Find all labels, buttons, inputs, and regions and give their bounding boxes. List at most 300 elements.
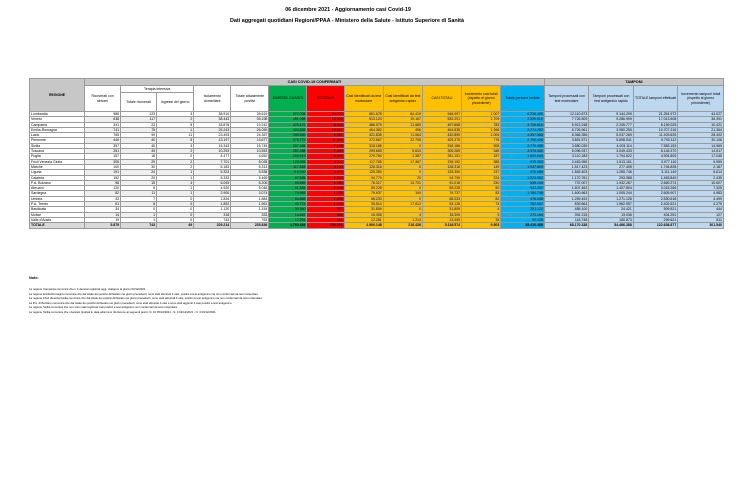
cell-tot-positivi: 5.465 [231,175,269,180]
cell-tot-positivi: 5.313 [231,164,269,169]
cell-tamponi-totali: 299.621 [633,217,677,222]
cell-deceduti: 11.906 [307,138,344,143]
cell-incremento: 348 [462,149,501,154]
cell-casi-totali: 432.899 [422,133,461,138]
cell-tamponi-molecolare: 5.096.937 [544,149,588,154]
cell-isolamento: 25.243 [194,127,231,132]
cell-ti-totale: 99 [121,133,157,138]
cell-incremento: 505 [462,143,501,148]
cell-deceduti: 4.472 [307,170,344,175]
cell-tamponi-molecolare: 1.517.423 [544,164,588,169]
cell-casi-totali: 318.186 [422,143,461,148]
cell-ti-totale: 40 [121,138,157,143]
cell-tamponi-molecolare: 68.170.338 [544,223,588,228]
cell-casi-molecolare: 117.785 [344,159,383,164]
cell-region: Lombardia [30,112,85,117]
cell-ti-totale: 45 [121,143,157,148]
cell-casi-totali: 94.799 [422,175,461,180]
cell-incremento-tamponi: 10.421 [678,122,724,127]
cell-persone-testate: 251.122 [501,207,545,212]
cell-tamponi-totali: 4.904.805 [633,154,677,159]
cell-casi-molecolare: 318.186 [344,143,383,148]
cell-incremento-tamponi: 21.364 [678,127,724,132]
cell-ti-totale: 8 [121,202,157,207]
cell-isolamento: 5.183 [194,164,231,169]
cell-tamponi-molecolare: 737.007 [544,180,588,185]
cell-casi-antigenico: 1.387 [383,154,422,159]
cell-incremento-tamponi: 14.969 [678,143,724,148]
header-persone-testate: Totale persone testate [501,86,545,112]
cell-ti-ingressi: 2 [157,149,194,154]
cell-ricoverati: 357 [85,143,121,148]
note-line: La regione Sicilia comunica che non sono stati registrati casi positivi a test antigenico non confermati da test molecolare. [29,305,178,310]
cell-incremento-tamponi: 44.027 [678,112,724,117]
cell-ti-totale: 0 [121,207,157,212]
cell-ti-ingressi: 3 [157,143,194,148]
page-title: 06 dicembre 2021 - Aggiornamento casi Covid-19 [285,7,411,13]
cell-guariti: 399.520 [269,133,307,138]
header-incremento-tamponi: Incremento tamponi totali (rispetto al giorno precedente) [678,86,724,112]
cell-tamponi-molecolare: 839.664 [544,202,588,207]
cell-guariti: 115.340 [269,170,307,175]
cell-isolamento: 4.477 [194,154,231,159]
page-subtitle: Dati aggregati quotidiani Regioni/PPAA - Ministero della Salute - Istituto Superiore di Sanità [230,18,464,24]
cell-tamponi-totali: 7.583.153 [633,143,677,148]
cell-tamponi-totali: 1.794.828 [633,164,677,169]
cell-incremento-tamponi: 444 [678,207,724,212]
cell-guariti: 269.619 [269,154,307,159]
cell-ricoverati: 100 [85,164,121,169]
cell-guariti: 49.773 [269,202,307,207]
cell-deceduti: 12.005 [307,117,344,122]
cell-tamponi-antigenico: 1.271.126 [589,196,633,201]
cell-persone-testate: 943.257 [501,186,545,191]
cell-tamponi-antigenico: 2.245.777 [589,122,633,127]
cell-guariti: 379.772 [269,138,307,143]
header-swabs-group: TAMPONI [544,79,723,86]
cell-guariti: 30.340 [269,207,307,212]
cell-tamponi-molecolare: 1.845.403 [544,170,588,175]
cell-casi-antigenico: 11.064 [383,133,422,138]
cell-ti-ingressi: 11 [157,133,194,138]
cell-region: Molise [30,212,85,217]
cell-ricoverati: 341 [85,122,121,127]
cell-tamponi-molecolare: 5.913.248 [544,122,588,127]
cell-ricoverati: 43 [85,196,121,201]
cell-guariti: 12.251 [269,217,307,222]
cell-tamponi-molecolare: 3.580.039 [544,143,588,148]
cell-guariti: 307.445 [269,143,307,148]
cell-ricoverati: 191 [85,170,121,175]
cell-casi-totali: 5.116.574 [422,223,461,228]
cell-tamponi-totali: 122.636.677 [633,223,677,228]
cell-guariti: 872.008 [269,112,307,117]
cell-tamponi-antigenico: 9.286.999 [589,117,633,122]
cell-guariti: 83.559 [269,180,307,185]
cell-tot-positivi: 4.652 [231,154,269,159]
cell-casi-molecolare: 79.637 [344,191,383,196]
cell-region: Puglia [30,154,85,159]
cell-guariti: 481.068 [269,117,307,122]
cell-region: Liguria [30,170,85,175]
cell-tamponi-antigenico: 13.036 [589,212,633,217]
cell-tamponi-molecolare: 1.607.462 [544,186,588,191]
cell-tamponi-totali: 2.402.621 [633,202,677,207]
cell-ricoverati: 251 [85,149,121,154]
cell-tamponi-molecolare: 1.170.761 [544,175,588,180]
cell-casi-antigenico: 456 [383,127,422,132]
cell-region: Friuli Venezia Giulia [30,159,85,164]
cell-region: Veneto [30,117,85,122]
cell-casi-antigenico: 1.214 [383,217,422,222]
cell-tamponi-totali: 3.977.116 [633,159,677,164]
cell-tamponi-antigenico: 9.144.299 [589,112,633,117]
cell-tot-positivi: 24.357 [231,133,269,138]
cell-persone-testate: 90.128 [501,217,545,222]
cell-tamponi-totali: 2.530.618 [633,196,677,201]
cell-casi-molecolare: 279.784 [344,154,383,159]
cell-tamponi-totali: 9.790.112 [633,138,677,143]
cell-incremento: 247 [462,170,501,175]
cell-incremento-tamponi: 30.106 [678,138,724,143]
cell-casi-antigenico: 5.610 [383,149,422,154]
cell-incremento: 230 [462,180,501,185]
cell-region: Campania [30,122,85,127]
notes-title: Note: [29,276,39,280]
cell-tot-positivi: 763 [231,217,269,222]
cell-persone-testate: 476.246 [501,196,545,201]
cell-ricoverati: 638 [85,117,121,122]
header-isolamento: Isolamento domiciliare [194,86,231,112]
cell-incremento-tamponi: 17.045 [678,154,724,159]
cell-casi-totali: 91.018 [422,180,461,185]
cell-casi-totali: 15.309 [422,212,461,217]
cell-tamponi-antigenico: 277.405 [589,164,633,169]
cell-casi-molecolare: 89.228 [344,186,383,191]
cell-tamponi-totali: 404.251 [633,212,677,217]
cell-region: Toscana [30,149,85,154]
cell-region: Calabria [30,175,85,180]
cell-deceduti: 509 [307,212,344,217]
cell-casi-antigenico: 20 [383,175,422,180]
header-confirmed-group: CASI COVID-19 CONFERMATI [85,79,545,86]
cell-incremento-tamponi: 127 [678,212,724,217]
cell-ti-ingressi: 1 [157,186,194,191]
cell-casi-molecolare: 76.317 [344,180,383,185]
cell-guariti: 74.963 [269,191,307,196]
header-guariti: DIMESSI/ GUARITI [269,86,307,112]
cell-casi-antigenico: 0 [383,164,422,169]
cell-deceduti: 134.291 [307,223,344,228]
cell-guariti: 470.172 [269,122,307,127]
cell-deceduti: 3.160 [307,164,344,169]
header-casi-antigenico: Casi identificati da test antigenico rapido [383,86,422,112]
header-ti-ingressi: Ingressi del giorno [157,93,194,112]
cell-guariti: 424.839 [269,127,307,132]
cell-ricoverati: 440 [85,138,121,143]
cell-deceduti: 9.022 [307,133,344,138]
cell-region: Valle d'Aosta [30,217,85,222]
cell-region: Marche [30,164,85,169]
cell-deceduti: 627 [307,207,344,212]
cell-persone-testate: 3.374.442 [501,149,545,154]
cell-persone-testate: 4.357.353 [501,133,545,138]
cell-ti-totale: 49 [121,149,157,154]
cell-tamponi-molecolare: 7.726.509 [544,117,588,122]
cell-tamponi-molecolare: 6.366.356 [544,133,588,138]
cell-ti-ingressi: 2 [157,117,194,122]
note-line: La regione Sicilia comunica che i decessi riportati in data odierna si riferiscono ai seguenti giorni: N. 10 05/12/2021 - N. 4 04/12/2021 - N. 3 03/12/2021. [29,309,217,314]
cell-ti-ingressi: 1 [157,175,194,180]
cell-ricoverati: 5.879 [85,223,121,228]
cell-tot-positivi: 15.745 [231,143,269,148]
cell-incremento-tamponi: 2.435 [678,175,724,180]
header-casi-totali: CASI TOTALI [422,86,461,112]
cell-tamponi-antigenico: 24.421 [589,207,633,212]
cell-ti-ingressi: 49 [157,223,194,228]
cell-ti-ingressi: 1 [157,191,194,196]
cell-casi-antigenico: 0 [383,170,422,175]
header-ti-totale: Totale ricoverati [121,93,157,112]
cell-ti-ingressi: 1 [157,127,194,132]
cell-tamponi-totali: 509.521 [633,207,677,212]
cell-casi-molecolare: 94.779 [344,175,383,180]
cell-casi-antigenico: 0 [383,143,422,148]
cell-ti-ingressi: 0 [157,212,194,217]
cell-casi-totali: 497.668 [422,122,461,127]
cell-ti-totale: 18 [121,154,157,159]
cell-casi-molecolare: 15.305 [344,212,383,217]
header-tamponi-totali: TOTALE tamponi effettuati [633,86,677,112]
cell-casi-antigenico: 218.426 [383,223,422,228]
cell-incremento: 776 [462,138,501,143]
cell-incremento-tamponi: 14.517 [678,149,724,154]
cell-persone-testate: 270.154 [501,212,545,217]
cell-persone-testate: 975.688 [501,170,545,175]
cell-incremento-tamponi: 811 [678,217,724,222]
cell-ricoverati: 765 [85,133,121,138]
cell-tot-positivi: 333 [231,212,269,217]
cell-ricoverati: 98 [85,180,121,185]
cell-deceduti: 6.900 [307,154,344,159]
cell-ricoverati: 986 [85,112,121,117]
cell-casi-totali: 68.233 [422,196,461,201]
cell-ti-ingressi: 2 [157,159,194,164]
cell-persone-testate: 539.194 [501,180,545,185]
header-tamponi-antigenico: Tamponi processati con test antigenico rapido [589,86,633,112]
cell-ricoverati: 120 [85,186,121,191]
cell-deceduti: 7.430 [307,149,344,154]
cell-incremento-tamponi: 10.607 [678,180,724,185]
cell-guariti: 4.760.454 [269,223,307,228]
cell-deceduti: 1.392 [307,202,344,207]
cell-tamponi-antigenico: 3.980.255 [589,127,633,132]
cell-persone-testate: 2.776.405 [501,143,545,148]
cell-incremento-tamponi: 2.187 [678,164,724,169]
cell-ti-totale: 1 [121,217,157,222]
cell-region: TOTALE [30,223,85,228]
cell-casi-totali: 126.316 [422,164,461,169]
note-line: La P.A. di Bolzano comunica che dal totale dei positivi dichiarato nei giorni precedenti, sono stati eliminati 4 casi e sono stati aggiunti 4 casi positivi a test antigenico. [29,300,233,305]
cell-casi-molecolare: 31.809 [344,207,383,212]
cell-tamponi-molecolare: 1.259.492 [544,196,588,201]
cell-casi-totali: 532.291 [422,117,461,122]
cell-ti-ingressi: 0 [157,196,194,201]
cell-persone-testate: 1.037.803 [501,164,545,169]
header-intensive: Terapia intensiva [121,86,194,93]
cell-ti-ingressi: 0 [157,217,194,222]
cell-deceduti: 7.196 [307,143,344,148]
cell-isolamento: 1.892 [194,202,231,207]
cell-incremento: 149 [462,164,501,169]
cell-isolamento: 5.323 [194,170,231,175]
cell-casi-antigenico: 32.708 [383,138,422,143]
cell-tamponi-antigenico: 1.407.804 [589,186,633,191]
cell-casi-totali: 31.809 [422,207,461,212]
cell-tamponi-antigenico: 5.898.541 [589,138,633,143]
cell-tot-positivi: 235.836 [231,223,269,228]
cell-isolamento: 1.120 [194,207,231,212]
cell-tamponi-molecolare: 485.100 [544,207,588,212]
cell-isolamento: 18.878 [194,122,231,127]
cell-ricoverati: 19 [85,217,121,222]
cell-ti-ingressi: 5 [157,122,194,127]
cell-isolamento: 6.093 [194,180,231,185]
cell-casi-antigenico: 100 [383,191,422,196]
notes-section [29,276,449,315]
cell-tamponi-antigenico: 1.005.244 [589,191,633,196]
cell-ricoverati: 34 [85,207,121,212]
cell-casi-antigenico: 11.589 [383,122,422,127]
cell-ti-totale: 123 [121,112,157,117]
cell-tamponi-totali: 8.159.025 [633,122,677,127]
cell-persone-testate: 2.274.282 [501,127,545,132]
cell-casi-molecolare: 125.350 [344,170,383,175]
cell-casi-molecolare: 12.281 [344,217,383,222]
cell-incremento: 1.709 [462,117,501,122]
cell-tamponi-molecolare: 12.110.673 [544,112,588,117]
cell-tamponi-antigenico: 1.562.957 [589,202,633,207]
cell-ti-totale: 23 [121,122,157,127]
cell-deceduti: 1.253 [307,180,344,185]
cell-incremento-tamponi: 301.540 [678,223,724,228]
cell-ricoverati: 741 [85,127,121,132]
cell-region: Lazio [30,133,85,138]
cell-isolamento: 38.510 [194,112,231,117]
cell-casi-antigenico: 17.367 [383,159,422,164]
cell-casi-molecolare: 126.316 [344,164,383,169]
cell-region: Umbria [30,196,85,201]
cell-tamponi-antigenico: 54.466.388 [589,223,633,228]
cell-ti-totale: 743 [121,223,157,228]
cell-region: Basilicata [30,207,85,212]
cell-tamponi-antigenico: 3.049.433 [589,149,633,154]
note-line: La regione Friuli Venezia Giulia comunica che dal totale dei positivi dichiarato nei giorni precedenti, sono stati eliminati 4 casi, positivi a test antigenico ma non confermati da test molecolare. [29,296,263,301]
cell-casi-molecolare: 35.514 [344,202,383,207]
cell-casi-totali: 946.097 [422,112,461,117]
cell-casi-totali: 305.269 [422,149,461,154]
table-body [30,112,724,229]
cell-tamponi-antigenico: 293.088 [589,175,633,180]
cell-guariti: 14.467 [269,212,307,217]
cell-casi-totali: 135.152 [422,159,461,164]
cell-tamponi-totali: 3.015.266 [633,186,677,191]
cell-isolamento: 7.701 [194,159,231,164]
cell-casi-totali: 281.151 [422,154,461,159]
cell-ti-ingressi: 0 [157,202,194,207]
cell-isolamento: 13.197 [194,138,231,143]
cell-tot-positivi: 1.961 [231,202,269,207]
cell-tamponi-antigenico: 1.794.622 [589,154,633,159]
cell-incremento: 4 [462,207,501,212]
header-tot-positivi: Totale attualmente positivi [231,86,269,112]
cell-casi-antigenico: 84.419 [383,112,422,117]
cell-isolamento: 318 [194,212,231,217]
cell-persone-testate: 915.363 [501,159,545,164]
cell-ricoverati: 305 [85,159,121,164]
cell-tot-positivi: 1.884 [231,196,269,201]
header-tamponi-molecolare: Tamponi processati con test molecolare [544,86,588,112]
cell-isolamento: 5.333 [194,175,231,180]
cell-deceduti: 13.842 [307,127,344,132]
cell-guariti: 117.845 [269,164,307,169]
cell-incremento-tamponi: 4.983 [678,191,724,196]
cell-incremento: 83 [462,191,501,196]
cell-casi-antigenico: 19.167 [383,117,422,122]
cell-tamponi-molecolare: 3.891.571 [544,138,588,143]
cell-tot-positivi: 26.059 [231,127,269,132]
cell-persone-testate: 3.726.819 [501,122,545,127]
cell-deceduti: 1.509 [307,175,344,180]
cell-region: Sardegna [30,191,85,196]
cell-tamponi-molecolare: 1.600.663 [544,191,588,196]
cell-incremento-tamponi: 6.614 [678,170,724,175]
cell-deceduti: 4.024 [307,159,344,164]
cell-tamponi-totali: 10.707.216 [633,127,677,132]
cell-casi-totali: 13.495 [422,217,461,222]
cell-casi-antigenico: 0 [383,196,422,201]
cell-tamponi-antigenico: 4.003.114 [589,143,633,148]
cell-isolamento: 743 [194,217,231,222]
cell-guariti: 64.855 [269,196,307,201]
cell-isolamento: 229.214 [194,223,231,228]
cell-casi-molecolare: 513.124 [344,117,383,122]
cell-casi-antigenico: 14.701 [383,180,422,185]
cell-tamponi-totali: 8.146.370 [633,149,677,154]
cell-casi-totali: 464.838 [422,127,461,132]
cell-casi-molecolare: 68.233 [344,196,383,201]
cell-region: P.A. Bolzano [30,180,85,185]
cell-casi-totali: 125.350 [422,170,461,175]
cell-tamponi-totali: 2.605.907 [633,191,677,196]
cell-tamponi-molecolare: 6.726.961 [544,127,588,132]
cell-casi-molecolare: 421.835 [344,133,383,138]
cell-deceduti: 1.700 [307,191,344,196]
cell-incremento: 1.004 [462,133,501,138]
cell-deceduti: 34.470 [307,112,344,117]
cell-incremento: 35 [462,217,501,222]
cell-isolamento: 15.343 [194,143,231,148]
total-row [30,223,724,228]
cell-incremento-tamponi: 9.959 [678,159,724,164]
cell-casi-totali: 79.737 [422,191,461,196]
cell-tamponi-molecolare: 2.463.955 [544,159,588,164]
cell-ricoverati: 14 [85,212,121,217]
cell-incremento-tamponi: 36.391 [678,117,724,122]
cell-deceduti: 1.494 [307,196,344,201]
cell-isolamento: 2.900 [194,191,231,196]
cell-incremento: 1.396 [462,127,501,132]
